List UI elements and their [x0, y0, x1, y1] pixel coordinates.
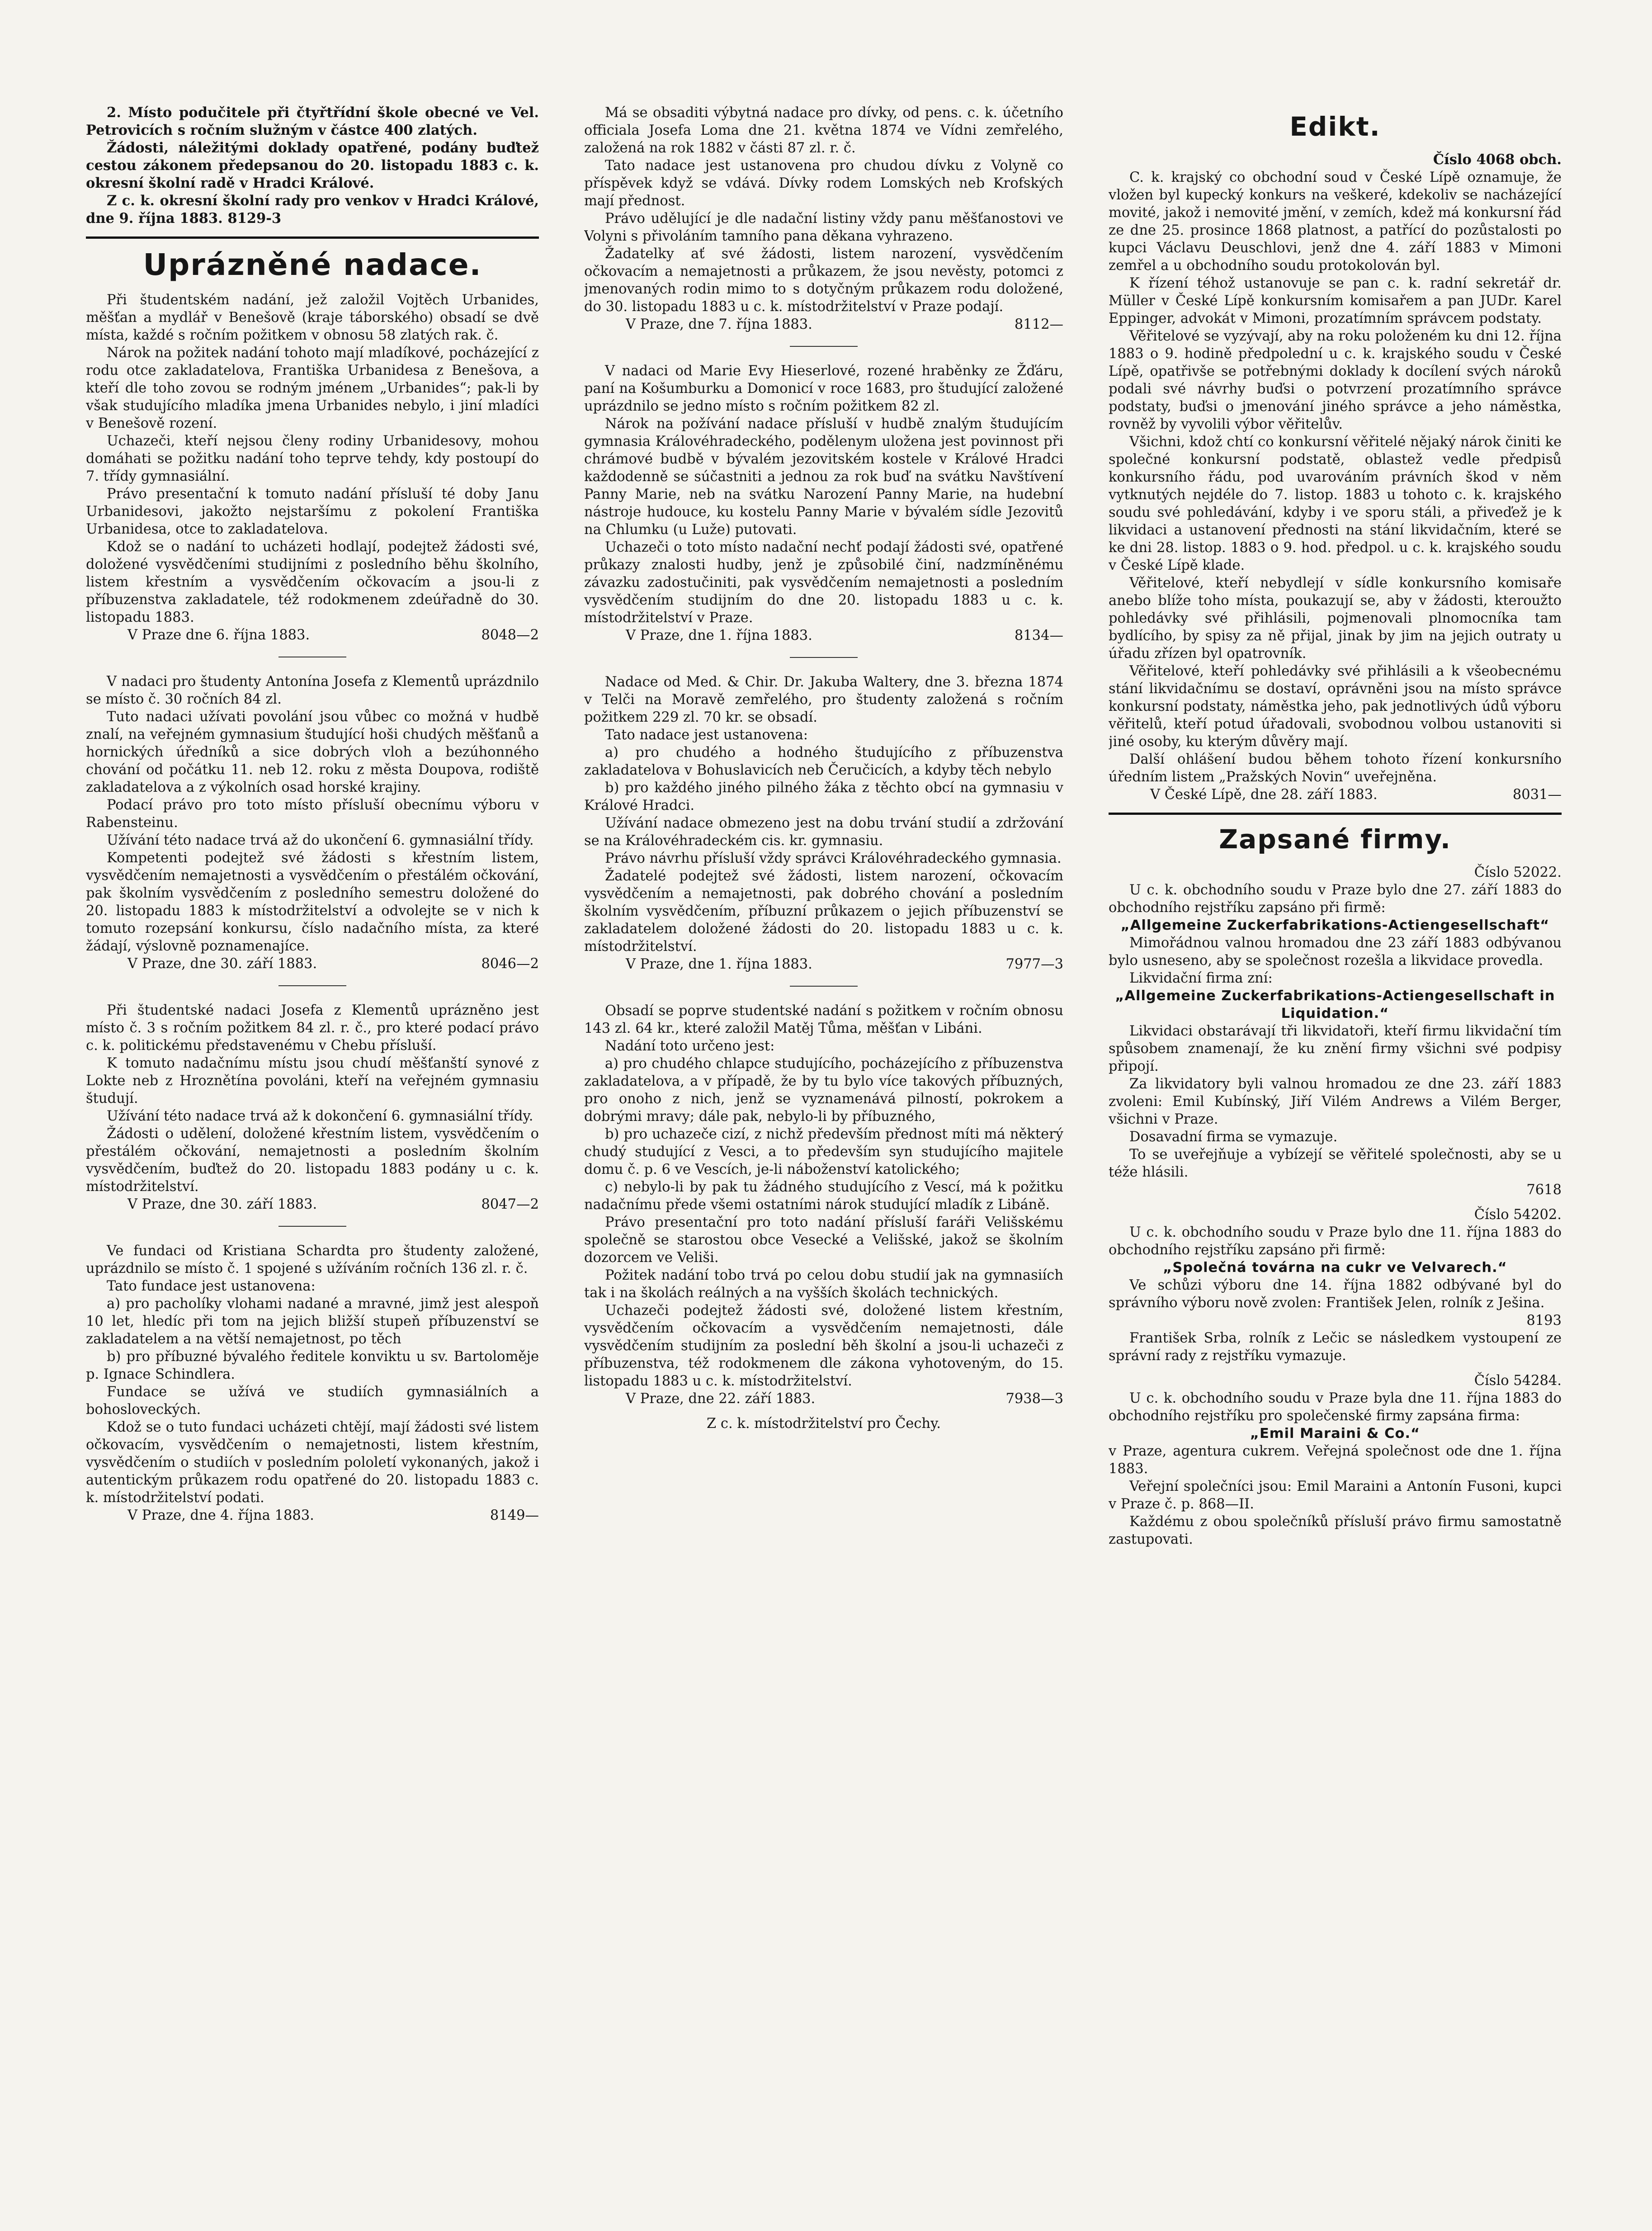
notice-number: 8149— — [490, 1508, 539, 1523]
section-rule — [86, 236, 539, 239]
notice-date: V Praze, dne 7. října 1883. — [626, 317, 812, 332]
notice-date: V Praze, dne 30. září 1883. — [127, 1196, 317, 1212]
notice-number: 8047—2 — [481, 1196, 539, 1212]
hieserle-paragraph: V nadaci od Marie Evy Hieserlové, rozené hraběnky ze Žďáru, paní na Košumburku a Domonicí v roce 1683, pro študující založené uprázdnilo se jedno místo s ročním požitkem 82 zl. — [584, 363, 1063, 414]
waltery-paragraph: Právo návrhu přísluší vždy správci Královéhradeckého gymnasia. — [605, 851, 1062, 866]
tuma-paragraph: Nadání toto určeno jest: — [605, 1038, 775, 1054]
hieserle-paragraph: Nárok na požívání nadace přísluší v hudbě znalým študujícím gymnasia Královéhradeckého, podělenym uložena jest povinnost při chrámové budbě v bývalém jezovitském kostele v Králové Hradci každodenně se súčastniti a jednou za rok buď na svátku Navštívení Panny Marie, neb na svátku Narození Panny Marie, na hudební nástroje hudouce, ku kostelu Panny Marie v bývalém sídle Jezovitů na Chlumku (u Luže) putovati. — [584, 416, 1063, 538]
klement-cheb-paragraph: Při študentské nadaci Josefa z Klementů uprázněno jest místo č. 3 s ročním požitkem 84 zl. r. č., pro které podací právo c. k. politickému představenému v Chebu přísluší. — [86, 1002, 539, 1054]
notice-number: 8134— — [1014, 628, 1063, 643]
klement-cheb-paragraph: Užívání této nadace trvá až k dokončení 6. gymnasiální třídy. — [107, 1108, 533, 1124]
notice-signoff — [584, 955, 1063, 973]
tuma-paragraph: a) pro chudého chlapce studujícího, pocházejícího z příbuzenstva zakladatelova, a v případě, že by tu bylo více takových příbuzných, pro onoho z nich, jenž se vyznamenává pilností, pokrokem a dobrými mravy; dále pak, nebylo-li by příbuzného, — [584, 1056, 1063, 1125]
divider — [278, 1226, 346, 1227]
waltery-paragraph: Tato nadace jest ustanovena: — [605, 727, 808, 743]
klement-paragraph: V nadaci pro študenty Antonína Josefa z Klementů uprázdnilo se místo č. 30 ročních 84 zl. — [86, 674, 539, 707]
firm-paragraph: Každému z obou společníků přísluší právo firmu samostatně zastupovati. — [1109, 1514, 1562, 1547]
notice-number: 8193 — [1526, 1313, 1562, 1328]
waltery-paragraph: a) pro chudého a hodného študujícího z příbuzenstva zakladatelova v Bohuslavicích neb Čeručicích, a kdyby těch nebylo — [584, 745, 1063, 778]
section-heading-foundations: Uprázněné nadace. — [143, 247, 482, 282]
waltery-paragraph: Nadace od Med. & Chir. Dr. Jakuba Waltery, dne 3. března 1874 v Telči na Moravě zemřelého, pro študenty založená s ročním požitkem 229 zl. 70 kr. se obsadí. — [584, 674, 1063, 725]
firm-paragraph: v Praze, agentura cukrem. Veřejná společnost ode dne 1. října 1883. — [1109, 1443, 1562, 1477]
column-left — [86, 104, 539, 2157]
firm-name: „Emil Maraini & Co.“ — [1250, 1426, 1421, 1442]
firm-record-number: Číslo 54202. — [1474, 1207, 1562, 1223]
waltery-paragraph: Žadatelé podejtež své žádosti, listem narození, očkovacím vysvědčením a nemajetnosti, pak dobrého chování a posledním školním vysvědčením, příbuzní průkazem o jejich příbuzenství se zakladatelem doložené žádosti do 20. listopadu 1883 u c. k. místodržitelství. — [584, 868, 1063, 955]
divider — [790, 986, 858, 987]
notice-number: 8031— — [1512, 787, 1562, 803]
notice-signoff — [86, 955, 539, 973]
schardt-paragraph: Fundace se užívá ve studiích gymnasiálních a bohosloveckých. — [86, 1384, 539, 1418]
tuma-paragraph: Obsadí se poprve studentské nadání s požitkem v ročním obnosu 143 zl. 64 kr., které založil Matěj Tůma, měšťan v Libáni. — [584, 1003, 1063, 1036]
column-middle — [584, 104, 1063, 2157]
school-board-signature: Z c. k. okresní školní rady pro venkov v Hradci Králové, dne 9. října 1883. 8129-3 — [86, 193, 539, 227]
notice-date: V Praze dne 6. října 1883. — [127, 627, 310, 643]
governorship-signature: Z c. k. místodržitelství pro Čechy. — [707, 1416, 941, 1432]
teacher-post-applications: Žádosti, náležitými doklady opatřené, podány buďtež cestou zákonem předepsanou do 20. listopadu 1883 c. k. okresní školní radě v Hradci Králové. — [86, 140, 539, 191]
divider — [790, 346, 858, 347]
notice-number: 8112— — [1014, 317, 1063, 332]
firm-paragraph: Za likvidatory byli valnou hromadou ze dne 23. září 1883 zvoleni: Emil Kubínský, Jiří Vilém Andrews a Vilém Berger, všichni v Praze. — [1109, 1076, 1562, 1127]
firm-paragraph: To se uveřejňuje a vybízejí se věřitelé společnosti, aby se u téže hlásili. — [1109, 1147, 1562, 1180]
notice-date: V Praze, dne 30. září 1883. — [127, 956, 317, 972]
firm-intro: U c. k. obchodního soudu v Praze bylo dne 27. září 1883 do obchodního rejstříku zapsáno při firmě: — [1109, 882, 1562, 916]
notice-signoff — [584, 627, 1063, 644]
firm-name: „Společná továrna na cukr ve Velvarech.“ — [1163, 1260, 1507, 1276]
teacher-post-notice: 2. Místo podučitele při čtyřtřídní škole obecné ve Vel. Petrovicích s ročním služným v částce 400 zlatých. — [86, 104, 539, 138]
firm-paragraph: Likvidační firma zní: — [1129, 970, 1273, 986]
firm-paragraph: Likvidaci obstarávají tři likvidatoři, kteří firmu likvidační tím spůsobem znamenají, že ku znění firmy všichni své podpisy připojí. — [1109, 1023, 1562, 1074]
edict-paragraph: Věřitelové, kteří pohledávky své přihlásili a k všeobecnému stání likvidačnímu se dostaví, oprávněni jsou na místo správce konkursní podstaty, náměstka jeho, pak jednotlivých údů výboru věřitelů, kteří potud úřadovali, svobodnou volbou ustanoviti si jiné osoby, ku kterým důvěry mají. — [1109, 663, 1562, 750]
firm-paragraph: Veřejní společníci jsou: Emil Maraini a Antonín Fusoni, kupci v Praze č. p. 868—II. — [1109, 1479, 1562, 1512]
schardt-paragraph: Kdož se o tuto fundaci ucházeti chtějí, mají žádosti své listem očkovacím, vysvědčením o nemajetnosti, listem křestním, vysvědčením o studiích v posledním pololetí vykonaných, jakož i autentickým průkazem rodu opatřené do 20. listopadu 1883 c. k. místodržitelství podati. — [86, 1419, 539, 1506]
waltery-paragraph: Užívání nadace obmezeno jest na dobu trvání studií a zdržování se na Královéhradeckém cis. kr. gymnasiu. — [584, 815, 1063, 849]
klement-paragraph: Tuto nadaci užívati povolání jsou vůbec co možná v hudbě znalí, na veřejném gymnasium študující hoši chudých měšťanů a hornických úředníků a sice dobrých vloh a bezúhonného chování od počátku 11. neb 12. roku z města Doupova, rodiště zakladatelova a z výkolních osad horské krajiny. — [86, 709, 539, 795]
klement-paragraph: Podací právo pro toto místo přísluší obecnímu výboru v Rabensteinu. — [86, 797, 539, 831]
firm-name-liquidation: „Allgemeine Zuckerfabrikations-Actiengesellschaft in Liquidation.“ — [1115, 988, 1555, 1021]
section-rule — [1109, 813, 1562, 815]
urbanides-paragraph: Kdož se o nadání to ucházeti hodlají, podejtež žádosti své, doložené vysvědčeními studijními z posledního běhu školního, listem křestním a vysvědčením očkovacím a jsou-li z příbuzenstva zakladatele, též rodokmenem zdeúřadně do 30. listopadu 1883. — [86, 539, 539, 625]
urbanides-paragraph: Právo presentační k tomuto nadání přísluší té doby Janu Urbanidesovi, jakožto nejstaršímu z pokolení Františka Urbanidesa, otce to zakladatelova. — [86, 486, 539, 537]
notice-number: 8046—2 — [481, 956, 539, 972]
tuma-paragraph: c) nebylo-li by pak tu žádného studujícího z Vescí, má k požitku nadačnímu přede všemi ostatními nárok studující mladík z Libáně. — [584, 1179, 1063, 1213]
urbanides-paragraph: Nárok na požitek nadání tohoto mají mladíkové, pocházející z rodu otce zakladatelova, Františka Urbanidesa z Benešova, a kteří dle toho zovou se rodným jménem „Urbanides“; pak-li by však studujícího mladíka jmena Urbanides nebylo, i jiní mladíci v Benešově rození. — [86, 345, 539, 431]
loma-paragraph: Tato nadace jest ustanovena pro chudou dívku z Volyně co příspěvek když se vdává. Dívky rodem Lomských neb Krofských mají přednost. — [584, 158, 1063, 209]
waltery-paragraph: b) pro každého jiného pilného žáka z těchto obcí na gymnasiu v Králové Hradci. — [584, 780, 1063, 813]
notice-number: 7977—3 — [1005, 956, 1063, 972]
hieserle-paragraph: Uchazeči o toto místo nadační nechť podají žádosti své, opatřené průkazy znalosti hudby, jenž je způsobilé činí, nadzmíněnému závazku zadostučiniti, pak vysvědčením nemajetnosti a posledním vysvědčením studijním do dne 20. listopadu 1883 u c. k. místodržitelství v Praze. — [584, 539, 1063, 626]
urbanides-paragraph: Při študentském nadání, jež založil Vojtěch Urbanides, měšťan a mydlář v Benešově (kraje táborského) obsadí se dvě místa, každé s ročním požitkem v obnosu 58 zlatých rak. č. — [86, 292, 539, 343]
edict-paragraph: K řízení téhož ustanovuje se pan c. k. radní sekretář dr. Müller v České Lípě konkursním komisařem a pan JUDr. Karel Eppinger, advokát v Mimoni, prozatímním správcem podstaty. — [1109, 275, 1562, 326]
notice-signoff — [86, 1196, 539, 1213]
edict-paragraph: Věřitelové se vyzývají, aby na roku položeném ku dni 12. října 1883 o 9. hodině předpolední u c. k. krajského soudu v České Lípě, opatřivše se potřebnými doklady k docílení svých nároků podali své návrhy buďsi o potvrzení prozatímního správce podstaty, buďsi o jmenování jiného správce a jeho náměstka, rovněž by vyvolili výbor věřitelův. — [1109, 328, 1562, 432]
divider — [790, 657, 858, 658]
notice-date: V Praze, dne 1. října 1883. — [626, 628, 812, 643]
schardt-paragraph: b) pro příbuzné bývalého ředitele konviktu u sv. Bartoloměje p. Ignace Schindlera. — [86, 1349, 539, 1382]
notice-number: 7938—3 — [1005, 1391, 1063, 1407]
notice-date: V Praze, dne 22. září 1883. — [626, 1391, 816, 1407]
tuma-paragraph: b) pro uchazeče cizí, z nichž především přednost míti má některý chudý studující z Vesci, a to především syn studujícího majitele domu č. p. 6 ve Vescích, je-li náboženství katolického; — [584, 1126, 1063, 1177]
notice-signoff — [86, 626, 539, 644]
notice-number: 7618 — [1526, 1182, 1562, 1198]
edict-paragraph: Věřitelové, kteří nebydlejí v sídle konkursního komisaře anebo blíže toho místa, poukazují se, aby v žádosti, kteroužto pohledávky své přihlásili, pojmenovali plnomocníka tam bydlícího, by spisy za ně přijal, jinak by jim na jejich outraty u úřadu zřízen byl opatrovník. — [1109, 575, 1562, 662]
schardt-lead: Tato fundace jest ustanovena: — [107, 1278, 316, 1294]
notice-date: V České Lípě, dne 28. září 1883. — [1150, 787, 1378, 803]
column-right — [1109, 104, 1562, 2157]
firm-intro: U c. k. obchodního soudu v Praze bylo dne 11. října 1883 do obchodního rejstříku zapsáno při firmě: — [1109, 1224, 1562, 1258]
tuma-paragraph: Právo presentační pro toto nadání přísluší faráři Velišskému společně se starostou obce Vesecké a Velišské, jakož se školním dozorcem ve Veliši. — [584, 1215, 1063, 1266]
tuma-paragraph: Uchazeči podejtež žádosti své, doložené listem křestním, vysvědčením očkovacím a vysvědčením nemajetnosti, dále vysvědčením studijním za poslední běh školní a jsou-li uchazeči z příbuzenstva, též rodokmenem dle zákona vyhotoveným, do 15. listopadu 1883 u c. k. místodržitelství. — [584, 1303, 1063, 1389]
edict-paragraph: Další ohlášení budou během tohoto řízení konkursního úředním listem „Pražských Novin“ uveřejněna. — [1109, 752, 1562, 785]
schardt-intro: Ve fundaci od Kristiana Schardta pro študenty založené, uprázdnilo se místo č. 1 spojené s užíváním ročních 136 zl. r. č. — [86, 1243, 539, 1276]
firm-intro: U c. k. obchodního soudu v Praze byla dne 11. října 1883 do obchodního rejstříku pro společenské firmy zapsána firma: — [1109, 1390, 1562, 1424]
notice-date: V Praze, dne 4. října 1883. — [127, 1508, 314, 1523]
notice-number: 8048—2 — [481, 627, 539, 643]
urbanides-paragraph: Uchazeči, kteří nejsou členy rodiny Urbanidesovy, mohou domáhati se požitku nadání toho teprve tehdy, kdy postoupí do 7. třídy gymnasiální. — [86, 433, 539, 484]
notice-signoff — [584, 1390, 1063, 1408]
klement-paragraph: Kompetenti podejtež své žádosti s křestním listem, vysvědčením nemajetnosti a vysvědčením o přestálém očkování, pak školním vysvědčením z posledního semestru doložené do 20. listopadu 1883 k místodržitelství a odvolejte se v nich k tomuto rozepsání konkursu, číslo nadačního místa, za které žádají, výslovně poznamenajíce. — [86, 850, 539, 954]
tuma-paragraph: Požitek nadání tobo trvá po celou dobu studií jak na gymnasiích tak i na školách reálných a na vyšších školách technických. — [584, 1267, 1063, 1301]
divider — [278, 985, 346, 986]
loma-paragraph: Právo udělující je dle nadační listiny vždy panu měšťanostovi ve Volyni s přivoláním tamního pana děkana vyhrazeno. — [584, 211, 1063, 244]
firm-paragraph: Mimořádnou valnou hromadou dne 23 září 1883 odbývanou bylo usneseno, aby se společnost rozešla a likvidace provedla. — [1109, 935, 1562, 969]
notice-signoff — [584, 316, 1063, 333]
loma-paragraph: Žadatelky ať své žádosti, listem narození, vysvědčením očkovacím a nemajetnosti a průkazem, že jsou nevěsty, potomci z jmenovaných rodin mimo to s dotyčným průkazem rodu doložené, do 30. listopadu 1883 u c. k. místodržitelství v Praze podají. — [584, 246, 1063, 315]
columns — [86, 104, 1584, 2157]
section-heading-edict: Edikt. — [1289, 111, 1381, 142]
edict-number: Číslo 4068 obch. — [1433, 151, 1562, 168]
firm-paragraph: Dosavadní firma se vymazuje. — [1129, 1129, 1338, 1145]
edict-paragraph: C. k. krajský co obchodní soud v České Lípě oznamuje, že vložen byl kupecký konkurs na veškeré, kdekoliv se nacházející movité, jakož i nemovité jmění, v zemích, kdež má konkursní řád ze dne 25. prosince 1868 platnost, a patřící do pozůstalosti po kupci Václavu Deuschlovi, jenž dne 4. září 1883 v Mimoni zemřel a u obchodního soudu protokolován byl. — [1109, 170, 1562, 274]
klement-cheb-paragraph: Žádosti o udělení, doložené křestním listem, vysvědčením o přestálém očkování, nemajetnosti a posledním školním vysvědčením, buďtež do 20. listopadu 1883 podány u c. k. místodržitelství. — [86, 1126, 539, 1195]
klement-cheb-paragraph: K tomuto nadačnímu místu jsou chudí měšťanští synové z Lokte neb z Hroznětína povoláni, kteří na veřejném gymnasiu študují. — [86, 1055, 539, 1106]
firm-record-number: Číslo 52022. — [1474, 865, 1562, 880]
notice-signoff — [1109, 786, 1562, 804]
notice-date: V Praze, dne 1. října 1883. — [626, 956, 812, 972]
notice-signoff — [86, 1507, 539, 1524]
firm-name: „Allgemeine Zuckerfabrikations-Actiengesellschaft“ — [1120, 917, 1550, 933]
loma-paragraph: Má se obsaditi výbytná nadace pro dívky, od pens. c. k. účetního officiala Josefa Loma dne 21. května 1874 ve Vídni zemřelého, založená na rok 1882 v části 87 zl. r. č. — [584, 105, 1063, 156]
schardt-paragraph: a) pro pacholíky vlohami nadané a mravné, jimž jest alespoň 10 let, hledíc při tom na jejich bližší stupeň příbuzenství se zakladatelem a na větší nemajetnost, po těch — [86, 1296, 539, 1347]
edict-paragraph: Všichni, kdož chtí co konkursní věřitelé nějaký nárok činiti ke společné konkursní podstatě, oblastež vedle předpisů konkursního řádu, pod uvarováním právních škod v něm vytknutých nejdéle do 7. listop. 1883 u tohoto c. k. krajského soudu své pohledávání, kdyby i ve sporu stáli, a přiveďež je k likvidaci a ustanovení přednosti na stání likvidačním, které se ke dni 28. listop. 1883 o 9. hod. předpol. u c. k. krajského soudu v České Lípě klade. — [1109, 434, 1562, 573]
section-heading-firms: Zapsané firmy. — [1219, 824, 1451, 855]
firm-paragraph: Ve schůzi výboru dne 14. října 1882 odbývané byl do správního výboru nově zvolen: František Jelen, rolník z Ješina. — [1109, 1277, 1562, 1311]
klement-paragraph: Užívání této nadace trvá až do ukončení 6. gymnasiální třídy. — [107, 832, 534, 848]
firm-record-number: Číslo 54284. — [1474, 1373, 1562, 1389]
firm-paragraph: František Srba, rolník z Lečic se následkem vystoupení ze správní rady z rejstříku vymazuje. — [1109, 1330, 1562, 1364]
